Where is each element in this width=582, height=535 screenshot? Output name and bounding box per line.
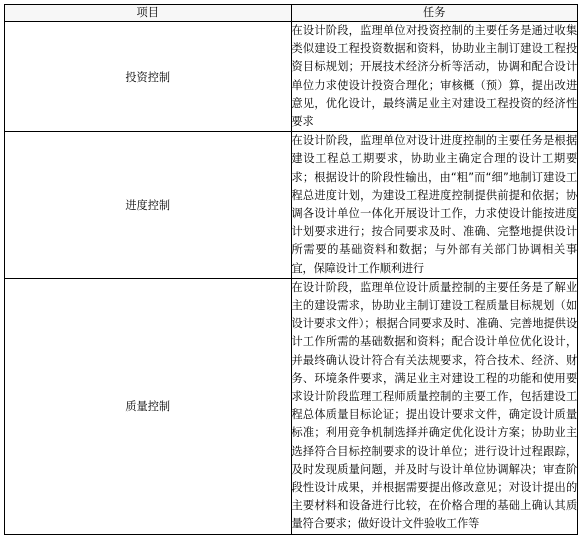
table-row-quality bbox=[5, 278, 578, 534]
table-row-investment bbox=[5, 22, 578, 132]
column-header-item: 项目 bbox=[5, 5, 292, 22]
task-table bbox=[4, 4, 578, 535]
table-row-schedule bbox=[5, 132, 578, 279]
column-header-task: 任务 bbox=[291, 5, 578, 22]
row-task-quality: 在设计阶段，监理单位设计质量控制的主要任务是了解业主的建设需求，协助业主制订建设工程质量目标规划（如设计要求文件）；根据合同要求及时、准确、完善地提供设计工作所需的基础数据和资料；配合设计单位优化设计，并最终确认设计符合有关法规要求，符合技术、经济、财务、环境条件要求，满足业主对建设工程的功能和使用要求设计阶段监理工程师质量控制的主要工作，包括建设工程总体质量目标论证；提出设计要求文件，确定设计质量标准；利用竞争机制选择并确定优化设计方案；协助业主选择符合目标控制要求的设计单位；进行设计过程跟踪，及时发现质量问题，并及时与设计单位协调解决；审查阶段性设计成果，并根据需要提出修改意见；对设计提出的主要材料和设备进行比较，在价格合理的基础上确认其质量符合要求；做好设计文件验收工作等 bbox=[291, 278, 578, 534]
row-task-schedule: 在设计阶段，监理单位对设计进度控制的主要任务是根据建设工程总工期要求，协助业主确定合理的设计工期要求；根据设计的阶段性输出，由“粗”而“细”地制订建设工程总进度计划，为建设工程进度控制提供前提和依据；协调各设计单位一体化开展设计工作，力求使设计能按进度计划要求进行；按合同要求及时、准确、完整地提供设计所需要的基础资料和数据；与外部有关部门协调相关事宜，保障设计工作顺利进行 bbox=[291, 132, 578, 279]
table-header-row bbox=[5, 5, 578, 22]
row-label-investment: 投资控制 bbox=[5, 22, 292, 132]
row-task-investment: 在设计阶段，监理单位对投资控制的主要任务是通过收集类似建设工程投资数据和资料，协助业主制订建设工程投资目标规划；开展技术经济分析等活动，协调和配合设计单位力求使设计投资合理化；审核概（预）算，提出改进意见，优化设计，最终满足业主对建设工程投资的经济性要求 bbox=[291, 22, 578, 132]
row-label-schedule: 进度控制 bbox=[5, 132, 292, 279]
row-label-quality: 质量控制 bbox=[5, 278, 292, 534]
